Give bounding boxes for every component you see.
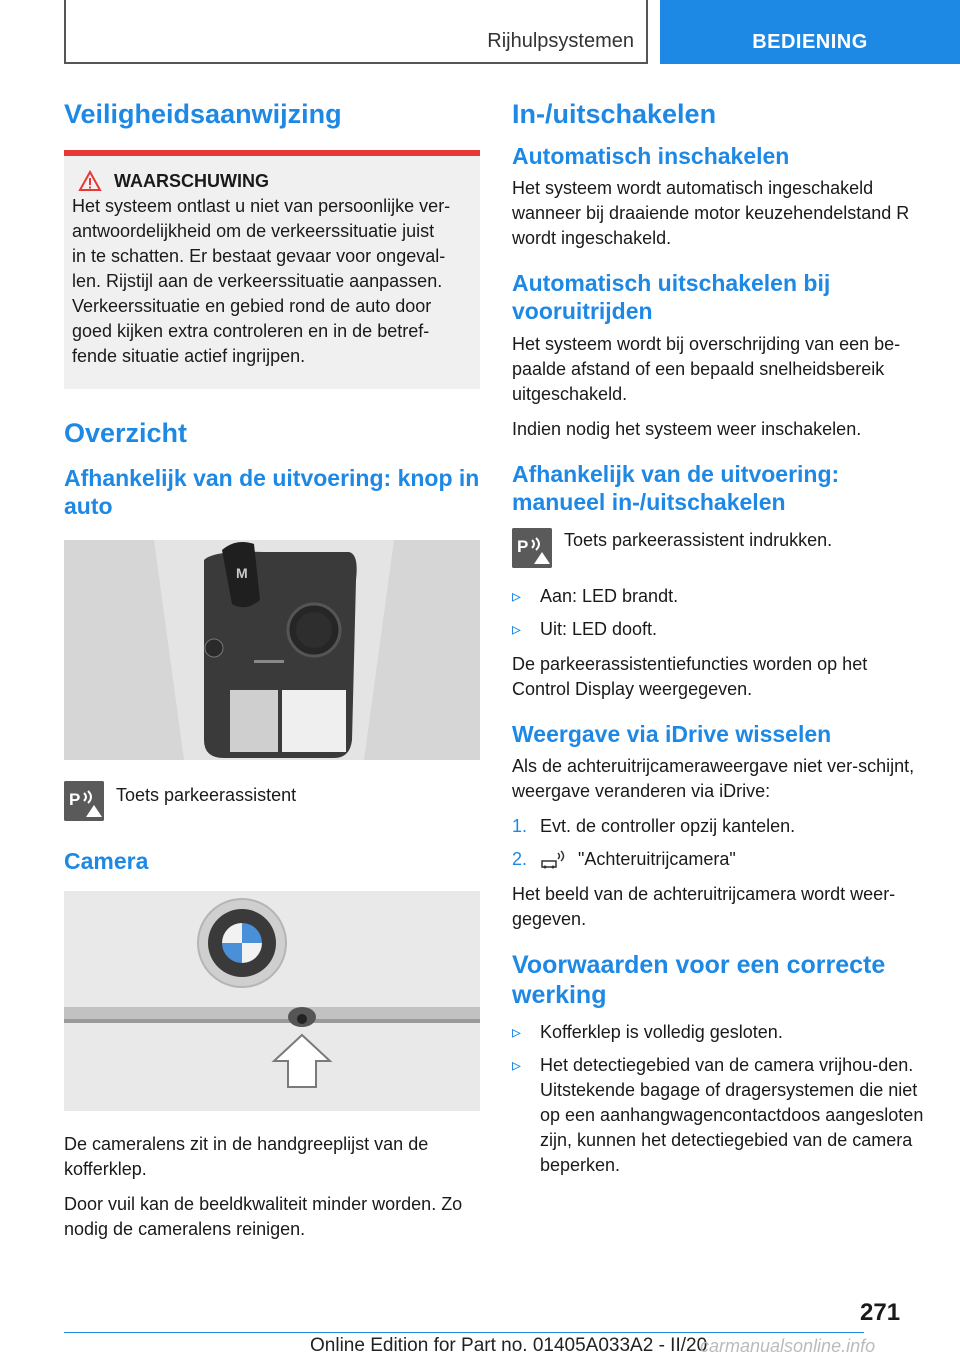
manual-icon-text: Toets parkeerassistent indrukken. — [564, 529, 833, 550]
svg-text:P: P — [69, 789, 81, 809]
auto-off-text-2: Indien nodig het systeem weer inschakelen. — [512, 418, 862, 439]
step-number: 1. — [512, 815, 528, 836]
right-column — [512, 98, 928, 1188]
list-item: ▹ Uit: LED dooft. — [512, 617, 928, 642]
page-number: 271 — [860, 1299, 901, 1326]
idrive-steps — [512, 814, 928, 872]
footer-divider — [64, 1332, 864, 1333]
footer-watermark: carmanualsonline.info — [700, 1336, 876, 1356]
knop-caption: Toets parkeerassistent — [116, 784, 297, 805]
manual-icon-row — [512, 528, 928, 568]
conditions-list — [512, 1020, 928, 1178]
trunk-camera-image — [64, 891, 480, 1111]
overview-title: Overzicht — [64, 418, 188, 449]
list-item: ▹ Kofferklep is volledig gesloten. — [512, 1020, 928, 1045]
park-assist-icon — [512, 528, 552, 568]
warning-box — [64, 150, 480, 389]
manual-title: Afhankelijk van de uitvoering: manueel in-/uitschakelen — [512, 460, 840, 515]
svg-text:P: P — [517, 536, 529, 556]
auto-on-title: Automatisch inschakelen — [512, 143, 790, 170]
auto-on-text: Het systeem wordt automatisch ingeschakeld wanneer bij draaiende motor keuzehendelstand R wordt ingeschakeld. — [512, 178, 910, 249]
reverse-camera-icon — [540, 847, 568, 869]
warning-header — [72, 170, 470, 192]
camera-text-1: De cameralens zit in de handgreeplijst van de kofferklep. — [64, 1133, 429, 1179]
svg-text:M: M — [236, 564, 248, 581]
step-number: 2. — [512, 848, 528, 869]
auto-off-title: Automatisch uitschakelen bij vooruitrijden — [512, 270, 831, 325]
header-box — [64, 0, 648, 64]
camera-text-2: Door vuil kan de beeldkwaliteit minder worden. Zo nodig de cameralens reinigen. — [64, 1193, 463, 1239]
footer-edition: Online Edition for Part no. 01405A033A2 - II/20 — [310, 1335, 708, 1356]
list-item: 1. Evt. de controller opzij kantelen. — [512, 814, 928, 839]
idrive-title: Weergave via iDrive wisselen — [512, 720, 832, 747]
auto-off-text: Het systeem wordt bij overschrijding van een be-paalde afstand of een bepaald snelheidsbereik uitgeschakeld. — [512, 333, 901, 404]
left-column — [64, 98, 480, 1252]
list-item: ▹ Het detectiegebied van de camera vrijhou-den. Uitstekende bagage of dragersystemen die niet op een aanhangwagencontactdoos aangesloten zijn, kunnen het detectiegebied van de camera beperken. — [512, 1053, 928, 1178]
header-chapter-tab: BEDIENING — [660, 0, 960, 64]
warning-triangle-icon — [78, 170, 102, 192]
manual-list — [512, 584, 928, 642]
conditions-title: Voorwaarden voor een correcte werking — [512, 950, 886, 1009]
warning-text: Het systeem ontlast u niet van persoonlijke ver- antwoordelijkheid om de verkeerssituatie juist in te schatten. Er bestaat gevaar voor ongeval- len. Rijstijl aan de verkeerssituatie aanpassen. Verkeerssituatie en gebied rond de auto door goed kijken extra controleren en in de betref- fende situatie actief ingrijpen. — [72, 196, 451, 367]
center-console-image — [64, 540, 480, 760]
warning-label: WAARSCHUWING — [114, 170, 269, 191]
list-item: 2. "Achteruitrijcamera" — [512, 847, 928, 872]
knop-title: Afhankelijk van de uitvoering: knop in auto — [64, 464, 480, 519]
idrive-after-text: Het beeld van de achteruitrijcamera wordt weer-gegeven. — [512, 883, 896, 929]
onoff-title: In-/uitschakelen — [512, 99, 717, 129]
triangle-bullet-icon: ▹ — [512, 585, 522, 606]
triangle-bullet-icon: ▹ — [512, 1054, 522, 1075]
knop-caption-row — [64, 781, 480, 821]
safety-title: Veiligheidsaanwijzing — [64, 99, 342, 129]
manual-after-text: De parkeerassistentiefuncties worden op het Control Display weergegeven. — [512, 653, 868, 699]
idrive-text: Als de achteruitrijcameraweergave niet ver-schijnt, weergave veranderen via iDrive: — [512, 755, 915, 801]
triangle-bullet-icon: ▹ — [512, 1021, 522, 1042]
header-section: Rijhulpsystemen — [487, 30, 634, 52]
triangle-bullet-icon: ▹ — [512, 618, 522, 639]
park-assist-icon — [64, 781, 104, 821]
list-item: ▹ Aan: LED brandt. — [512, 584, 928, 609]
camera-title: Camera — [64, 847, 149, 874]
